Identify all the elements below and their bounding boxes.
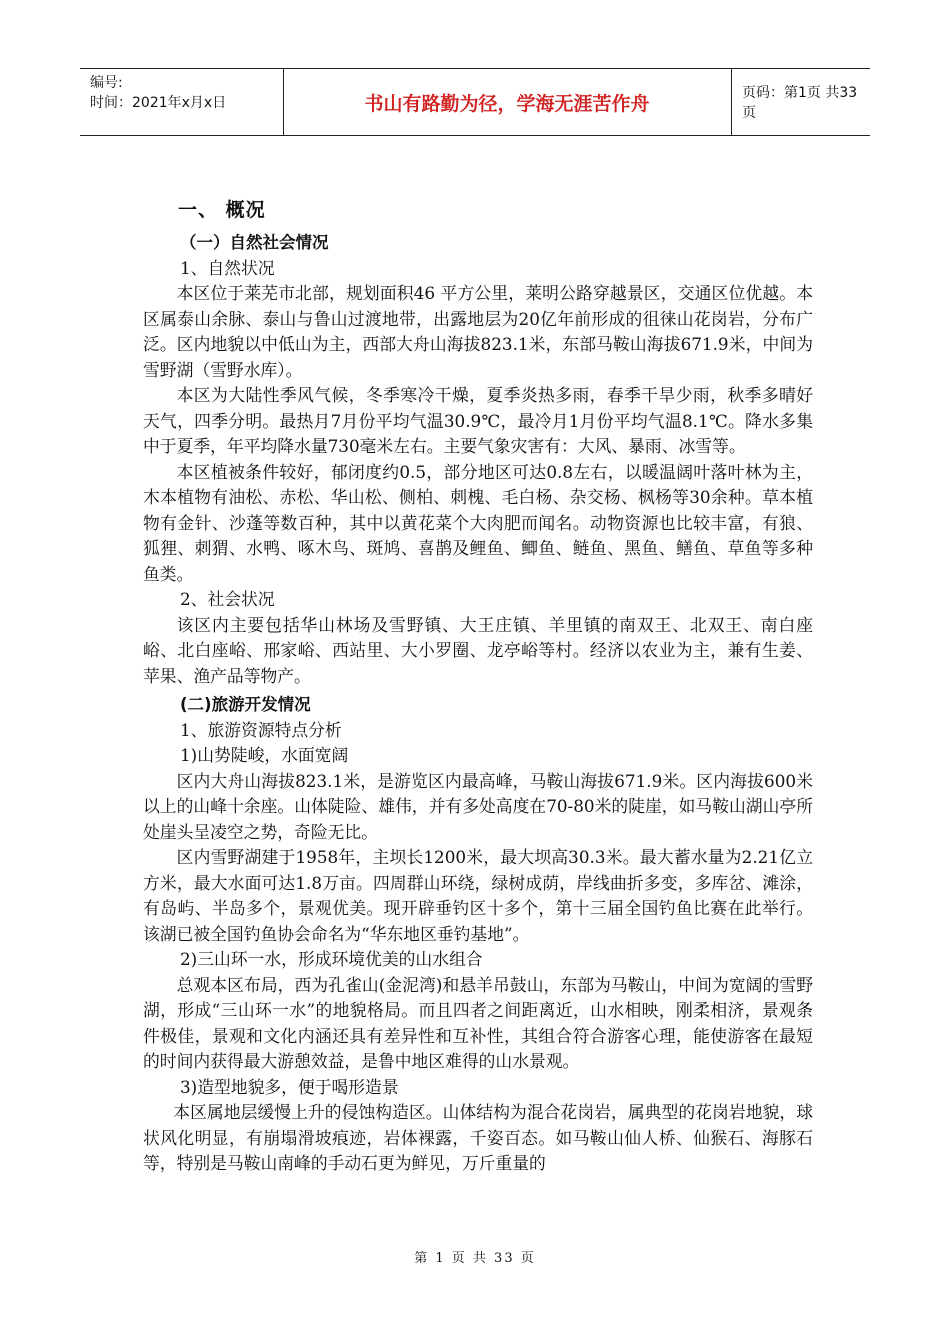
doc-number-label: 编号: (90, 75, 123, 91)
section-heading-natural-social: （一）自然社会情况 (180, 233, 329, 252)
paragraph-climate: 本区为大陆性季风气候，冬季寒冷干燥，夏季炎热多雨，春季干旱少雨，秋季多晴好天气，四季分明。最热月7月份平均气温30.9℃，最冷月1月份平均气温8.1℃。降水多集中于夏季，年平均降水量730毫米左右。主要气象灾害有：大风、暴雨、冰雪等。 (143, 385, 813, 456)
item-heading-landforms: 3)造型地貌多，便于喝形造景 (180, 1076, 399, 1097)
item-heading-mountains: 1)山势陡峻，水面宽阔 (180, 745, 349, 765)
paragraph-location: 本区位于莱芜市北部，规划面积46 平方公里，莱明公路穿越景区，交通区位优越。本区属泰山余脉、泰山与鲁山过渡地带，出露地层为20亿年前形成的徂徕山花岗岩，分布广泛。区内地貌以中低山为主，西部大舟山海拔823.1米，东部马鞍山海拔671.9米，中间为雪野湖（雪野水库）。 (143, 283, 813, 380)
doc-time-label: 时间：2021年x月x日 (90, 95, 227, 111)
header-page-info: 页码：第1页 共33页 (742, 85, 858, 121)
item-heading-landscape: 2)三山环一水，形成环境优美的山水组合 (180, 949, 483, 969)
subsection-resources: 1、旅游资源特点分析 (180, 719, 342, 740)
chapter-heading: 一、 概况 (178, 199, 266, 221)
subsection-social: 2、社会状况 (180, 589, 275, 609)
page-header (80, 68, 870, 136)
header-divider-right (731, 69, 732, 135)
section-heading-tourism: (二)旅游开发情况 (180, 695, 311, 714)
paragraph-lake: 区内雪野湖建于1958年，主坝长1200米，最大坝高30.3米。最大蓄水量为2.21亿立方米，最大水面可达1.8万亩。四周群山环绕，绿树成荫，岸线曲折多变，多库岔、滩涂，有岛屿、半岛多个，景观优美。现开辟垂钓区十多个，第十三届全国钓鱼比赛在此举行。该湖已被全国钓鱼协会命名为“华东地区垂钓基地”。 (143, 847, 813, 944)
paragraph-mountains: 区内大舟山海拔823.1米，是游览区内最高峰，马鞍山海拔671.9米。区内海拔600米以上的山峰十余座。山体陡险、雄伟，并有多处高度在70-80米的陡崖，如马鞍山湖山亭所处崖头呈凌空之势，奇险无比。 (143, 770, 813, 842)
paragraph-landforms: 本区属地层缓慢上升的侵蚀构造区。山体结构为混合花岗岩，属典型的花岗岩地貌，球状风化明显，有崩塌滑坡痕迹，岩体裸露，千姿百态。如马鞍山仙人桥、仙猴石、海豚石等，特别是马鞍山南峰的手动石更为鲜见，万斤重量的 (143, 1102, 813, 1173)
paragraph-vegetation: 本区植被条件较好，郁闭度约0.5，部分地区可达0.8左右，以暖温阔叶落叶林为主，木本植物有油松、赤松、华山松、侧柏、刺槐、毛白杨、杂交杨、枫杨等30余种。草本植物有金针、沙蓬等数百种，其中以黄花菜个大肉肥而闻名。动物资源也比较丰富，有狼、狐狸、刺猬、水鸭、啄木鸟、斑鸠、喜鹊及鲤鱼、鲫鱼、鲢鱼、黑鱼、鳝鱼、草鱼等多种鱼类。 (143, 461, 813, 584)
header-meta (90, 73, 226, 113)
page-footer: 第 1 页 共 33 页 (414, 1251, 536, 1266)
header-motto: 书山有路勤为径，学海无涯苦作舟 (364, 92, 650, 115)
subsection-natural: 1、自然状况 (180, 257, 275, 278)
paragraph-landscape: 总观本区布局，西为孔雀山(金泥湾)和悬羊吊鼓山，东部为马鞍山，中间为宽阔的雪野湖，形成“三山环一水”的地貌格局。而且四者之间距离近，山水相映，刚柔相济，景观条件极佳，景观和文化内涵还具有差异性和互补性，其组合符合游客心理，能使游客在最短的时间内获得最大游憩效益，是鲁中地区难得的山水景观。 (143, 974, 813, 1071)
document-body (143, 190, 813, 1177)
paragraph-social: 该区内主要包括华山林场及雪野镇、大王庄镇、羊里镇的南双王、北双王、南白座峪、北白座峪、邢家峪、西站里、大小罗圈、龙亭峪等村。经济以农业为主，兼有生姜、苹果、渔产品等物产。 (143, 614, 813, 686)
